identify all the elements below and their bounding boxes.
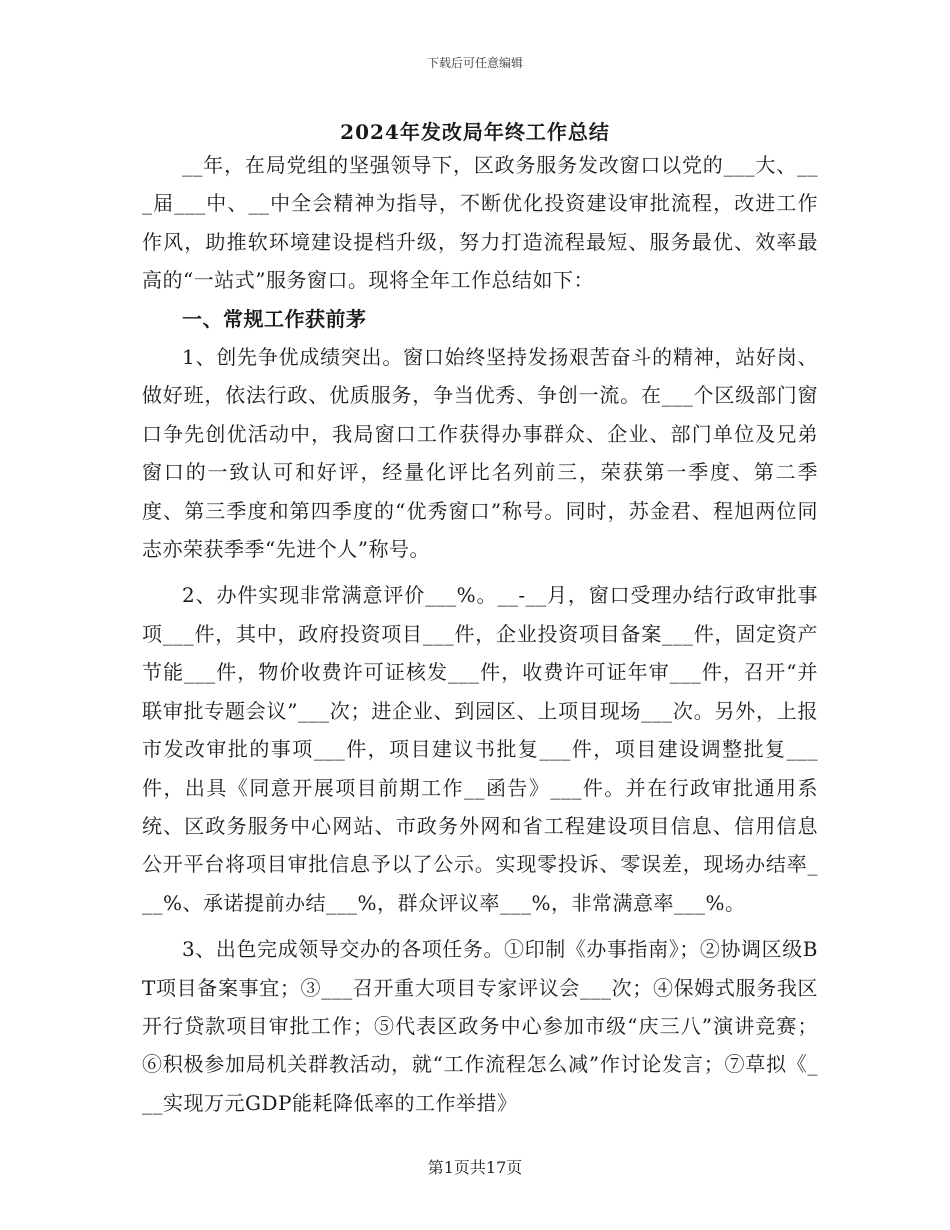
page-footer: 第1页共17页 [427,1158,523,1177]
item-2-paragraph: 2、办件实现非常满意评价___%。__-__月，窗口受理办结行政审批事项___件，其中，政府投资项目___件，企业投资项目备案___件，固定资产节能___件，物价收费许可证核发___件，收费许可证年审___件，召开“并联审批专题会议”___次；进企业、到园区、上项目现场___次。另外，上报市发改审批的事项___件，项目建议书批复___件，项目建设调整批复___件，出具《同意开展项目前期工作__函告》___件。并在行政审批通用系统、区政务服务中心网站、市政务外网和省工程建设项目信息、信用信息公开平台将项目审批信息予以了公示。实现零投诉、零误差，现场办结率___%、承诺提前办结___%，群众评议率___%，非常满意率___%。 [142,583,818,915]
intro-paragraph: __年，在局党组的坚强领导下，区政务服务发改窗口以党的___大、___届___中、__中全会精神为指导，不断优化投资建设审批流程，改进工作作风，助推软环境建设提档升级，努力打造流程最短、服务最优、效率最高的“一站式”服务窗口。现将全年工作总结如下： [142,153,818,293]
item-1-paragraph: 1、创先争优成绩突出。窗口始终坚持发扬艰苦奋斗的精神，站好岗、做好班，依法行政、优质服务，争当优秀、争创一流。在___个区级部门窗口争先创优活动中，我局窗口工作获得办事群众、企业、部门单位及兄弟窗口的一致认可和好评，经量化评比名列前三，荣获第一季度、第二季度、第三季度和第四季度的“优秀窗口”称号。同时，苏金君、程旭两位同志亦荣获季季“先进个人”称号。 [142,345,818,562]
document-body [142,146,818,1122]
header-note: 下载后可任意编辑 [426,56,523,70]
section-heading: 一、常规工作获前茅 [182,306,367,331]
document-title: 2024年发改局年终工作总结 [340,120,610,144]
item-3-paragraph: 3、出色完成领导交办的各项任务。①印制《办事指南》；②协调区级BT项目备案事宜；③___召开重大项目专家评议会___次；④保姆式服务我区开行贷款项目审批工作；⑤代表区政务中心参加市级“庆三八”演讲竞赛；⑥积极参加局机关群教活动，就“工作流程怎么减”作讨论发言；⑦草拟《___实现万元GDP能耗降低率的工作举措》 [142,937,818,1115]
